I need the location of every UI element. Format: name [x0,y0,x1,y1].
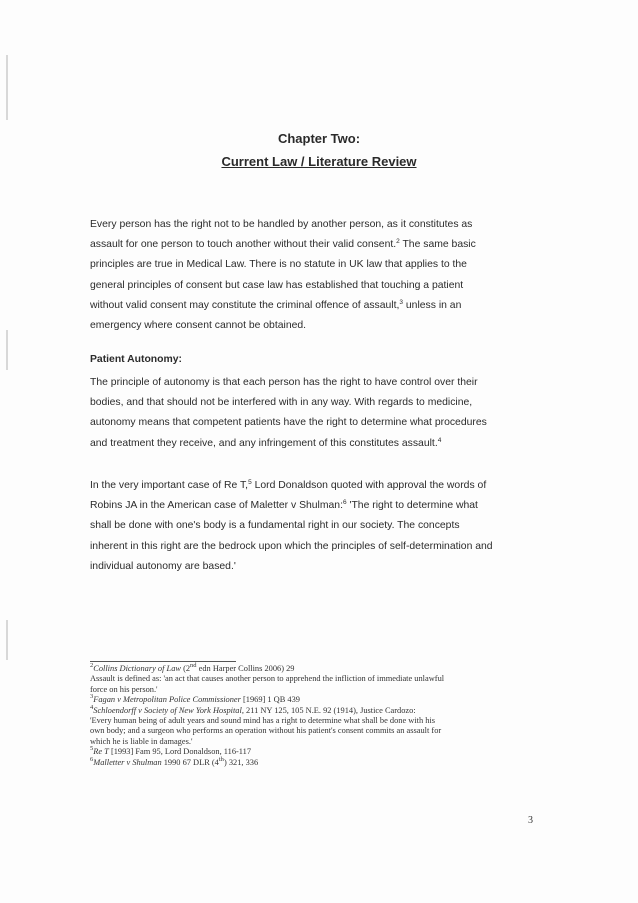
text-line: In the very important case of Re T,$^5$ Lord Donaldson quoted with approval the words of [90,479,487,491]
text-line: and treatment they receive, and any infringement of this constitutes assault.$^4$ [90,436,442,449]
scan-edge-mark [6,55,8,95]
footnote-6: $^6$Malletter v Shulman 1990 67 DLR (4th) 321, 336 [90,755,259,767]
text-line: inherent in this right are the bedrock upon which the principles of self-determination and [90,540,493,552]
footnote-3: $^3$Fagan v Metropolitan Police Commissioner [1969] 1 QB 439 [90,693,300,705]
footnote-ref[interactable]: 2 [396,238,400,246]
paragraph-autonomy [90,373,550,454]
text-line: individual autonomy are based.' [90,560,236,572]
footnote-4: $^4$Schloendorff v Society of New York Hospital, 211 NY 125, 105 N.E. 92 (1914), Justice Cardozo: [90,703,416,715]
text-line: principles are true in Medical Law. There is no statute in UK law that applies to the [90,259,467,271]
footnote-divider [90,661,236,662]
scan-edge-mark [6,620,8,660]
footnotes [90,664,550,768]
text-line: emergency where consent cannot be obtained. [90,320,307,332]
text-line: general principles of consent but case law has established that touching a patient [90,279,464,291]
text-line: autonomy means that competent patients have the right to determine what procedures [90,417,487,429]
chapter-subtitle: Current Law / Literature Review [221,154,417,169]
footnote-ref[interactable]: 3 [399,298,404,306]
section-heading-patient-autonomy: Patient Autonomy: [90,354,182,365]
footnote-2: $^2$Collins Dictionary of Law (2nd edn Harper Collins 2006) 29 [90,662,295,673]
text-line: bodies, and that should not be interfered with in any way. With regards to medicine, [90,397,473,409]
text-line: without valid consent may constitute the criminal offence of assault,$^3$ unless in an [90,298,462,311]
footnote-text: own body; and a surgeon who performs an operation without his patient's consent commits an assault for [90,726,442,736]
scan-edge-mark [6,90,8,120]
footnote-ref[interactable]: 4 [437,436,442,444]
footnote-5: $^5$Re T [1993] Fam 95, Lord Donaldson, 116-117 [90,745,252,757]
text-line: Robins JA in the American case of Maletter v Shulman:$^6$ 'The right to determine what [90,499,478,512]
text-line: assault for one person to touch another without their valid consent.$^2$ The same basic [90,238,476,251]
chapter-title: Chapter Two: [277,131,361,146]
text-line: shall be done with one's body is a fundamental right in our society. The concepts [90,520,460,532]
footnote-text: Assault is defined as: 'an act that causes another person to apprehend the infliction of immediate unlawful [90,674,445,684]
paragraph-consent [90,215,550,336]
footnote-ref[interactable]: 6 [342,499,347,507]
footnote-text: force on his person.' [90,684,158,694]
footnote-text: which he is liable in damages.' [90,736,193,746]
text-line: Every person has the right not to be handled by another person, as it constitutes as [90,219,473,230]
page-number: 3 [528,815,533,826]
footnote-ref[interactable]: 5 [248,479,252,486]
footnote-text: 'Every human being of adult years and sound mind has a right to determine what shall be done with his [90,716,436,726]
paragraph-re-t [90,476,550,577]
text-line: The principle of autonomy is that each person has the right to have control over their [90,377,478,388]
scan-edge-mark [6,330,8,370]
